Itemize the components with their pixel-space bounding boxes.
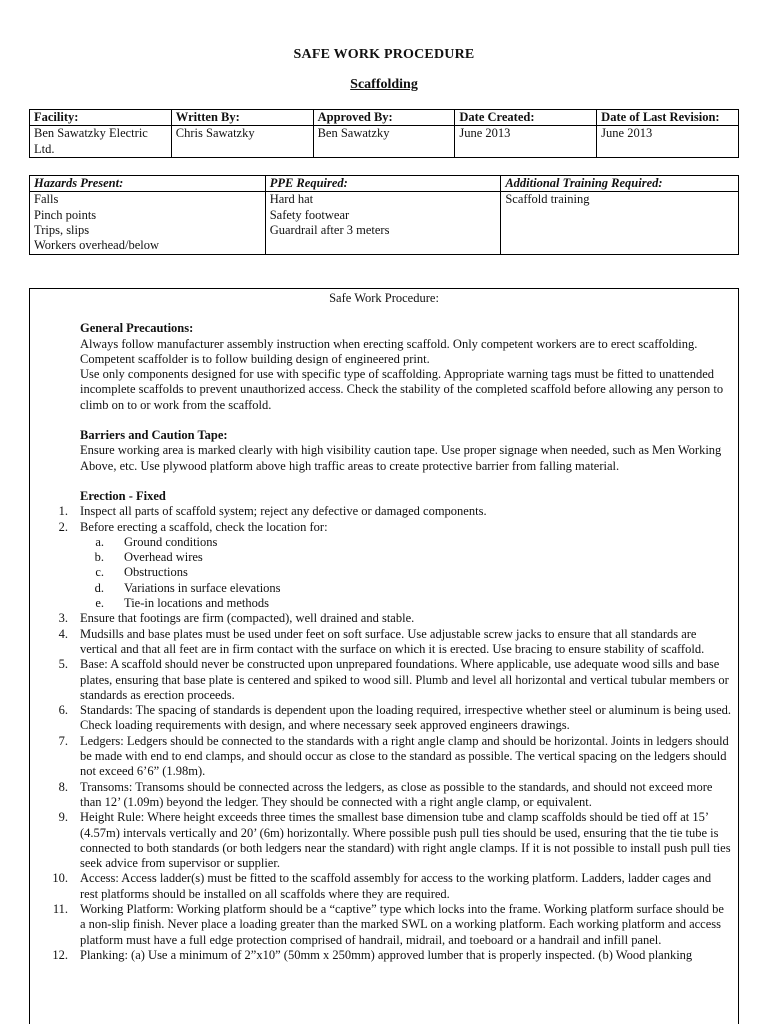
step-text: Standards: The spacing of standards is dependent upon the loading required, irrespective whether steel or aluminum is being used. Check loading requirements with design, and where necessary seek approved engineers drawings. (80, 703, 731, 733)
info-header-facility: Facility: (30, 110, 172, 126)
hazard-item: Pinch points (34, 207, 97, 222)
hazard-value-row (30, 192, 739, 255)
sub-step-text: Ground conditions (124, 534, 218, 549)
sub-step-letter: b. (94, 550, 104, 565)
sub-step-text: Obstructions (124, 565, 188, 580)
sub-step-letter: d. (94, 580, 104, 595)
erection-step (30, 871, 732, 902)
general-precautions-text-2: Use only components designed for use with specific type of scaffolding. Appropriate warning tags must be fitted to unattended incomplete scaffolds to prevent unauthorized access. Check the stability of the completed scaffold before allowing any person to climb on to or work from the scaffold. (80, 367, 724, 412)
step-number: 1. (58, 504, 68, 519)
training-item: Scaffold training (505, 192, 590, 207)
info-header-approved-by: Approved By: (313, 110, 455, 126)
info-written-by: Chris Sawatzky (171, 126, 313, 158)
ppe-item: Guardrail after 3 meters (269, 222, 390, 237)
sub-step-text: Tie-in locations and methods (124, 596, 270, 611)
hazard-item: Trips, slips (34, 222, 90, 237)
hazard-table (29, 175, 739, 255)
info-last-revision: June 2013 (597, 126, 739, 158)
training-header: Additional Training Required: (501, 176, 739, 192)
barriers-text: Ensure working area is marked clearly with high visibility caution tape. Use proper signage when needed, such as Men Working Above, etc. Use plywood platform above high traffic areas to create protective barrier from falling material. (80, 443, 722, 473)
hazard-item: Falls (34, 192, 59, 207)
sub-step (80, 550, 732, 565)
ppe-item: Hard hat (269, 192, 314, 207)
hazards-header: Hazards Present: (30, 176, 266, 192)
erection-step (30, 734, 732, 780)
sub-step-letter: e. (95, 596, 104, 611)
step-number: 5. (58, 657, 68, 672)
erection-step (30, 703, 732, 734)
sub-step (80, 565, 732, 580)
step-text: Mudsills and base plates must be used under feet on soft surface. Use adjustable screw jacks to ensure that all standards are vertical and that all feet are in firm contact with the surface on which it is erected. Use bracing to ensure stability of scaffold. (80, 626, 705, 656)
hazard-item: Workers overhead/below (34, 238, 159, 253)
step-number: 4. (58, 626, 68, 641)
sub-step (80, 581, 732, 596)
step-number: 8. (58, 779, 68, 794)
step-number: 6. (58, 703, 68, 718)
step-number: 12. (52, 947, 68, 962)
sub-step (80, 596, 732, 611)
info-facility: Ben Sawatzky Electric Ltd. (30, 126, 172, 158)
sub-step-text: Overhead wires (124, 550, 203, 565)
info-header-last-revision: Date of Last Revision: (597, 110, 739, 126)
sub-step-letter: a. (95, 534, 104, 549)
erection-step (30, 504, 732, 519)
sub-step (80, 535, 732, 550)
step-text: Ensure that footings are firm (compacted), well drained and stable. (80, 611, 415, 626)
erection-step (30, 627, 732, 658)
step-text: Height Rule: Where height exceeds three times the smallest base dimension tube and clamp scaffolds should be tied off at 15’ (4.57m) intervals vertically and 20’ (6m) horizontally. Where possible push pull ties should be used, ensuring that the tie tube is connected to both standards (or both ledgers near the standard) with right angle clamps. If it is not possible to install push pull ties seek advice from supervisor or supplier. (80, 810, 731, 871)
erection-step (30, 810, 732, 871)
step-number: 9. (58, 810, 68, 825)
procedure-title: Safe Work Procedure: (329, 291, 439, 305)
barriers-heading: Barriers and Caution Tape: (80, 428, 228, 443)
hazard-header-row (30, 176, 739, 192)
training-cell (501, 192, 739, 255)
procedure-box (29, 288, 739, 1024)
erection-steps-list (30, 504, 732, 963)
general-precautions-heading: General Precautions: (80, 321, 194, 336)
sub-step-letter: c. (95, 565, 104, 580)
step-number: 3. (58, 611, 68, 626)
step-text: Working Platform: Working platform should be a “captive” type which locks into the frame. Working platform surface should be a non-slip finish. Never place a loading greater than the marked SWL on a working platform. Each working platform and access platform must have a full edge protection comprised of handrail, midrail, and toeboard or a handrail and infill panel. (80, 901, 724, 947)
info-value-row (30, 126, 739, 158)
erection-step (30, 780, 732, 811)
step-text: Planking: (a) Use a minimum of 2”x10” (50mm x 250mm) approved lumber that is properly inspected. (b) Wood planking (80, 947, 693, 962)
general-precautions-text: Always follow manufacturer assembly instruction when erecting scaffold. Only competent workers are to erect scaffolding. Competent scaffolder is to follow building design of engineered print. (80, 336, 698, 366)
info-table (29, 109, 739, 158)
erection-heading: Erection - Fixed (80, 488, 166, 503)
info-date-created: June 2013 (455, 126, 597, 158)
step-text: Access: Access ladder(s) must be fitted to the scaffold assembly for access to the working platform. Ladders, ladder cages and rest platforms should be installed on all scaffolds where they are required. (80, 871, 712, 901)
ppe-cell (265, 192, 501, 255)
step-number: 7. (58, 733, 68, 748)
step-number: 11. (52, 901, 68, 916)
ppe-item: Safety footwear (269, 207, 350, 222)
erection-step (30, 902, 732, 948)
erection-step (30, 520, 732, 612)
info-approved-by: Ben Sawatzky (313, 126, 455, 158)
erection-step (30, 948, 732, 963)
ppe-header: PPE Required: (265, 176, 501, 192)
erection-step (30, 657, 732, 703)
info-header-date-created: Date Created: (455, 110, 597, 126)
step-text: Before erecting a scaffold, check the location for: (80, 519, 328, 534)
step-text: Base: A scaffold should never be constructed upon unprepared foundations. Where applicable, use adequate wood sills and base plates, ensuring that base plate is centered and spiked to wood sill. Plumb and level all horizontal and vertical tubular members or standards as erection proceeds. (80, 657, 729, 702)
info-header-written-by: Written By: (171, 110, 313, 126)
step-number: 2. (58, 519, 68, 534)
step-text: Inspect all parts of scaffold system; reject any defective or damaged components. (80, 504, 487, 519)
step-text: Ledgers: Ledgers should be connected to the standards with a right angle clamp and should be horizontal. Joints in ledgers should be made with end to end clamps, and should occur as close to the standard as possible. The vertical spacing on the ledgers should not exceed 6’6” (1.98m). (80, 733, 729, 779)
step-text: Transoms: Transoms should be connected across the ledgers, as close as possible to the standards, and should not exceed more than 12’ (1.09m) beyond the ledger. They should be connected with a right angle clamp, or equivalent. (80, 779, 713, 809)
document-subtitle: Scaffolding (350, 77, 418, 92)
document-title: SAFE WORK PROCEDURE (293, 47, 475, 62)
sub-step-text: Variations in surface elevations (124, 580, 281, 595)
hazards-cell (30, 192, 266, 255)
step-sublist (80, 535, 732, 611)
erection-step (30, 611, 732, 626)
info-header-row (30, 110, 739, 126)
step-number: 10. (52, 871, 68, 886)
